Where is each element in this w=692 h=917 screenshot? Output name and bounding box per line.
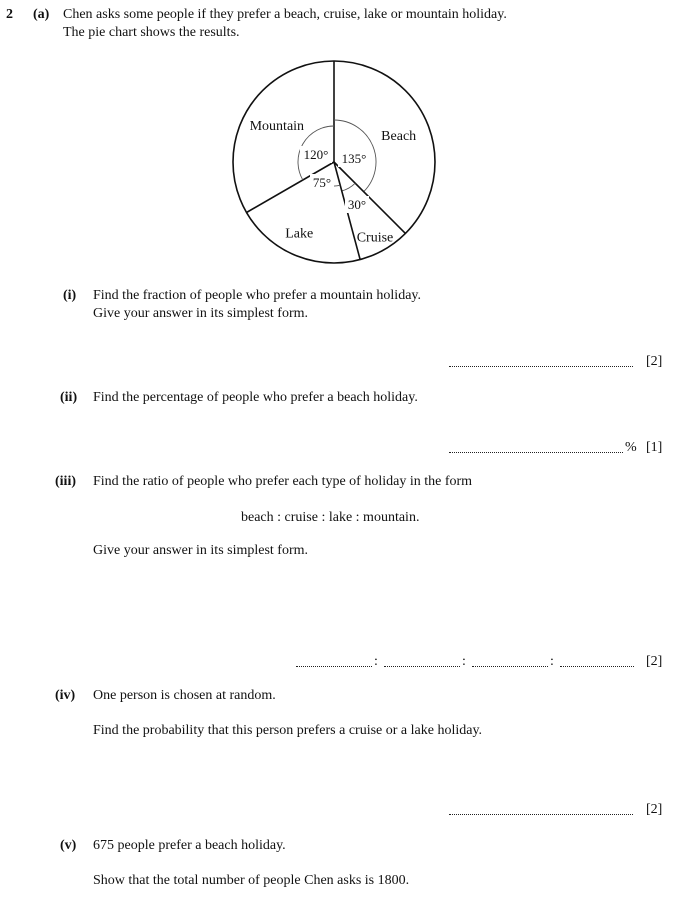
angle-label-cruise: 30°	[347, 197, 367, 212]
part-v-text-2: Show that the total number of people Chen asks is 1800.	[93, 873, 410, 888]
answer-line-cruise[interactable]	[384, 666, 460, 667]
answer-line-i[interactable]	[449, 366, 633, 367]
part-iii-text-2: Give your answer in its simplest form.	[93, 543, 309, 558]
pie-chart	[0, 0, 692, 300]
angle-label-lake: 75°	[312, 175, 332, 190]
question-number: 2	[6, 7, 13, 22]
answer-line-lake[interactable]	[472, 666, 548, 667]
answer-line-beach[interactable]	[296, 666, 372, 667]
part-iv-text-2: Find the probability that this person prefers a cruise or a lake holiday.	[93, 723, 483, 738]
part-iv-label: (iv)	[55, 688, 76, 703]
part-iii-label: (iii)	[55, 474, 76, 489]
ratio-colon-2: :	[462, 654, 466, 669]
part-iii-text-1: Find the ratio of people who prefer each type of holiday in the form	[93, 474, 473, 489]
part-label: (a)	[33, 7, 50, 22]
part-ii-label: (ii)	[60, 390, 78, 405]
ratio-form: beach : cruise : lake : mountain.	[241, 510, 420, 525]
intro-line-2: The pie chart shows the results.	[63, 25, 240, 40]
slice-label-beach: Beach	[381, 129, 417, 145]
answer-line-iv[interactable]	[449, 814, 633, 815]
part-ii-text: Find the percentage of people who prefer a beach holiday.	[93, 390, 418, 405]
intro-line-1: Chen asks some people if they prefer a beach, cruise, lake or mountain holiday.	[63, 7, 507, 22]
marks-ii: [1]	[646, 440, 663, 455]
slice-label-cruise: Cruise	[356, 230, 394, 246]
part-v-label: (v)	[60, 838, 77, 853]
angle-arc-cruise	[342, 183, 355, 191]
pie-slice-edge-cruise	[334, 162, 405, 233]
angle-label-beach: 135°	[341, 151, 367, 166]
slice-label-mountain: Mountain	[249, 119, 305, 134]
part-i-text-1: Find the fraction of people who prefer a mountain holiday.	[93, 288, 421, 303]
answer-line-mountain[interactable]	[560, 666, 634, 667]
percent-unit: %	[625, 440, 637, 455]
answer-line-ii[interactable]	[449, 452, 623, 453]
ratio-colon-3: :	[550, 654, 554, 669]
slice-label-lake: Lake	[285, 226, 314, 242]
marks-i: [2]	[646, 354, 663, 369]
part-iv-text-1: One person is chosen at random.	[93, 688, 276, 703]
part-i-text-2: Give your answer in its simplest form.	[93, 306, 309, 321]
marks-iii: [2]	[646, 654, 663, 669]
part-i-label: (i)	[63, 288, 77, 303]
part-v-text-1: 675 people prefer a beach holiday.	[93, 838, 286, 853]
marks-iv: [2]	[646, 802, 663, 817]
angle-label-mountain: 120°	[303, 147, 329, 162]
ratio-colon-1: :	[374, 654, 378, 669]
